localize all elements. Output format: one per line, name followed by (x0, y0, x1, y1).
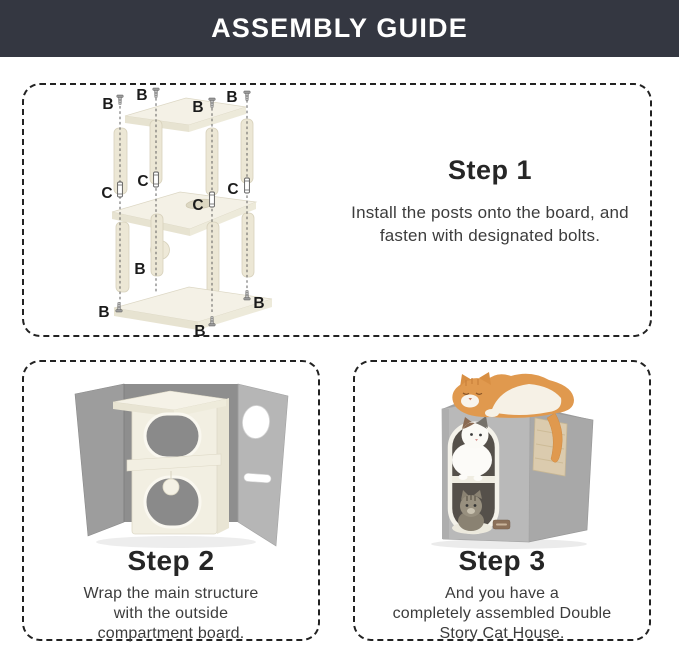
logo-patch (493, 520, 510, 529)
step1-description (320, 201, 660, 247)
description-line: Wrap the main structure (83, 585, 259, 602)
step2-wrap-illustration (48, 374, 298, 554)
bolt-c-label: C (101, 185, 113, 202)
bolt-b-label: B (98, 304, 110, 321)
description-line: Install the posts onto the board, and (351, 203, 629, 222)
bolt-b-label: B (226, 89, 238, 106)
step1-caption (320, 155, 660, 247)
bolt-b-label: B (136, 87, 148, 104)
step2-description (24, 584, 318, 644)
step2-title: Step 2 (127, 545, 215, 576)
step3-finished-cat-house (379, 368, 629, 550)
inner-shelf (452, 476, 495, 483)
upper-opening (145, 414, 200, 458)
hanging-ball-toy (163, 479, 179, 495)
step2-caption (24, 545, 318, 644)
bolt-c-label: C (137, 173, 149, 190)
step3-panel (353, 360, 651, 641)
bolt-b-label: B (194, 323, 206, 338)
bolt-b-label: B (192, 99, 204, 116)
bolt-b-label: B (102, 96, 114, 113)
bolt-c-label: C (227, 181, 239, 198)
step3-caption (355, 545, 649, 644)
page-title: ASSEMBLY GUIDE (211, 13, 468, 43)
step3-title: Step 3 (458, 545, 546, 576)
bolt-b-label: B (253, 295, 265, 312)
step1-title: Step 1 (447, 155, 533, 185)
scratcher-pad (533, 418, 567, 476)
description-line: with the outside (113, 605, 229, 622)
description-line: completely assembled Double (392, 605, 612, 622)
step3-description (355, 584, 649, 644)
description-line: And you have a (445, 585, 559, 602)
description-line: compartment board. (97, 625, 245, 642)
bolt-c-label: C (192, 197, 204, 214)
middle-board (112, 192, 256, 236)
description-line: fasten with designated bolts. (379, 226, 601, 245)
bolt-b-label: B (134, 261, 146, 278)
step1-panel (22, 83, 652, 337)
description-line: Story Cat House. (439, 625, 565, 642)
step1-exploded-diagram (90, 86, 280, 338)
wing-slot (244, 473, 271, 483)
structure-side-wall (217, 398, 229, 534)
header-bar (0, 0, 679, 57)
step2-panel (22, 360, 320, 641)
